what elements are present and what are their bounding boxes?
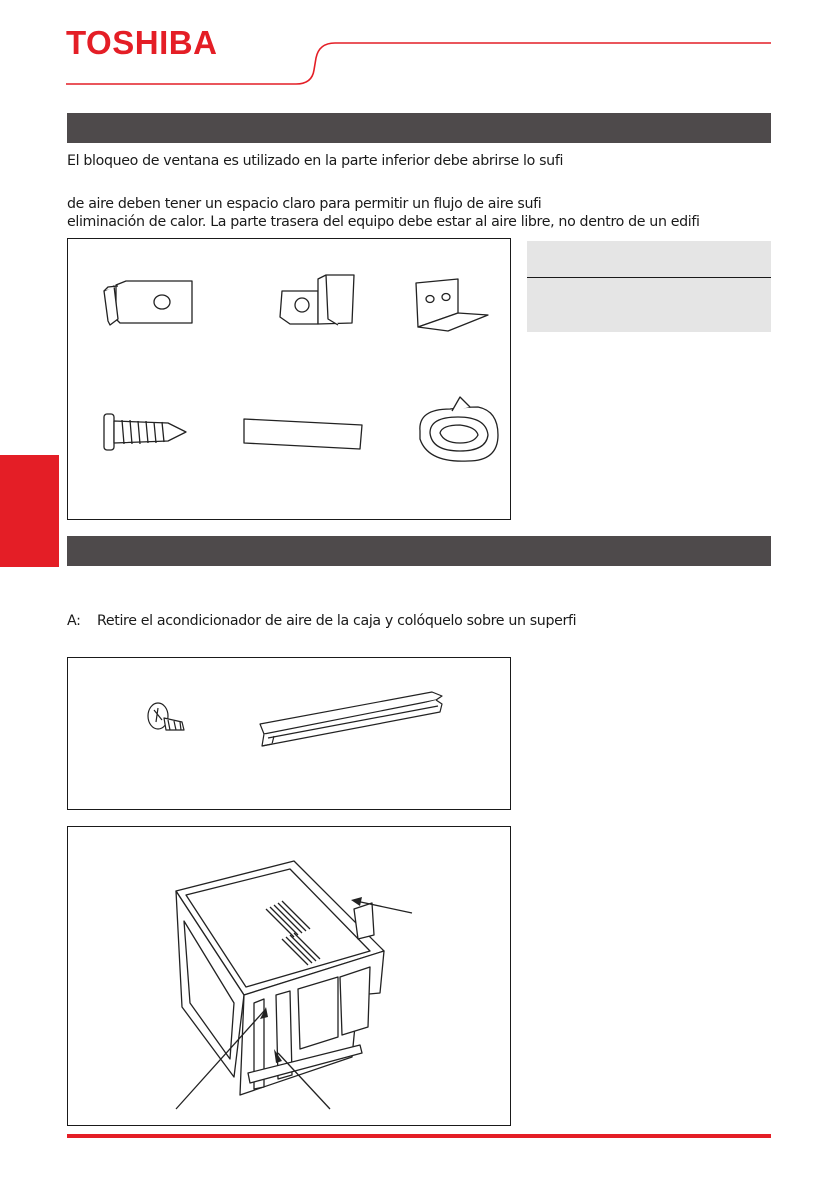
angle-bracket-icon — [416, 279, 488, 331]
rail-icon — [260, 692, 442, 746]
rail-illustration-box — [67, 657, 511, 810]
section1-line2: de aire deben tener un espacio claro para permitir un flujo de aire sufi — [67, 196, 542, 212]
info-table — [527, 241, 771, 332]
brand-logo: TOSHIBA — [66, 24, 218, 61]
parts-illustration — [68, 239, 509, 518]
foam-strip-icon — [244, 419, 362, 449]
rail-illustration — [68, 658, 509, 808]
screw-icon — [104, 414, 186, 450]
bracket-icon — [280, 275, 354, 325]
section-bar-2 — [67, 536, 771, 566]
unit-illustration-box — [67, 826, 511, 1126]
step-a-letter: A: — [67, 613, 81, 629]
seal-roll-icon — [420, 397, 498, 461]
step-a-text: Retire el acondicionador de aire de la caja y colóquelo sobre un superfi — [97, 613, 577, 629]
parts-illustration-box — [67, 238, 511, 520]
unit-illustration — [68, 827, 509, 1124]
table-divider — [527, 277, 771, 278]
section-bar-1 — [67, 113, 771, 143]
section1-line1: El bloqueo de ventana es utilizado en la parte inferior debe abrirse lo sufi — [67, 153, 564, 169]
footer-rule — [67, 1134, 771, 1138]
screw-icon — [148, 703, 184, 730]
bracket-icon — [104, 281, 192, 325]
language-tab — [0, 455, 59, 567]
section1-line3: eliminación de calor. La parte trasera del equipo debe estar al aire libre, no dentro de un edifi — [67, 214, 700, 230]
header-swoosh — [0, 0, 840, 100]
